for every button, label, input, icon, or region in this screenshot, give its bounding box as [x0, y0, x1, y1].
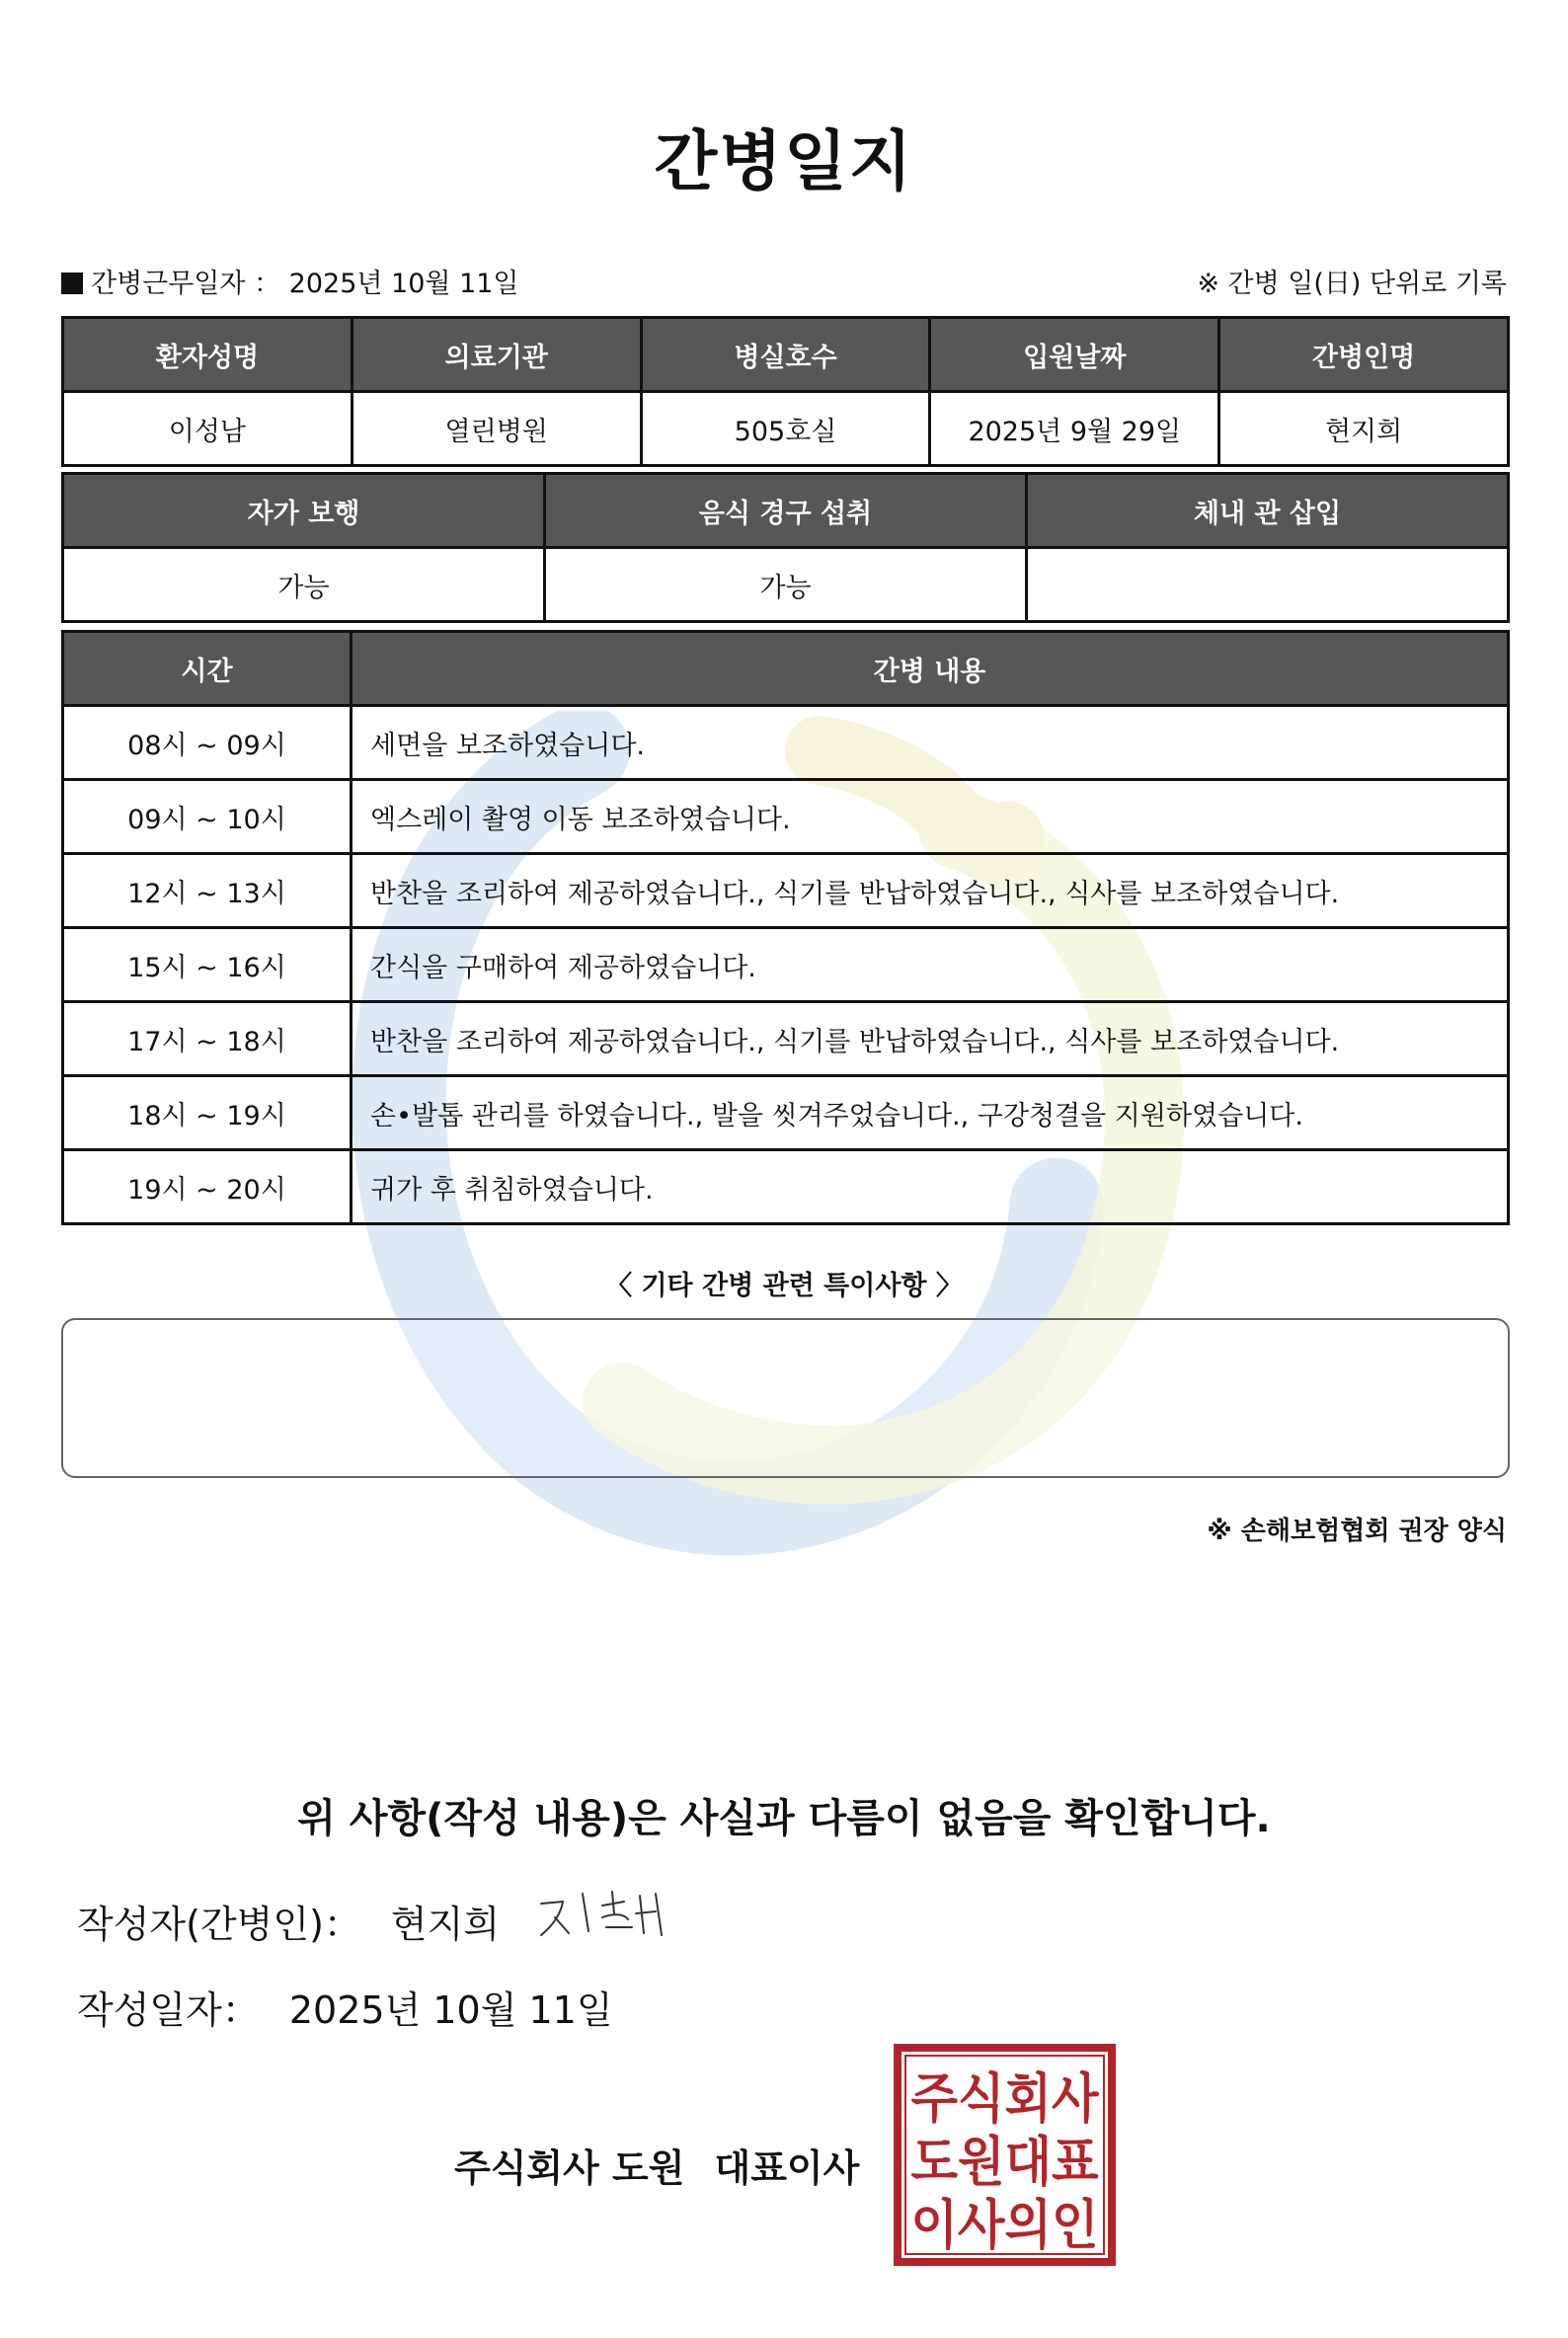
- svg-text:주식회사: 주식회사: [910, 2067, 1100, 2130]
- svg-text:이사의인: 이사의인: [910, 2194, 1099, 2256]
- header-hospital: 의료기관: [352, 318, 641, 392]
- table-row: [63, 928, 1509, 1002]
- admission-date: 2025년 9월 29일: [930, 392, 1219, 466]
- caregiver-name: 현지희: [1219, 392, 1509, 466]
- patient-name: 이성남: [63, 392, 353, 466]
- hospital: 열린병원: [352, 392, 641, 466]
- header-time: 시간: [63, 632, 352, 706]
- handwritten-signature: [533, 1884, 681, 1943]
- header-self-walking: 자가 보행: [63, 474, 545, 548]
- time-cell: 18시 ~ 19시: [63, 1076, 352, 1150]
- patient-info-table: [61, 316, 1510, 467]
- content-cell: 귀가 후 취침하였습니다.: [352, 1150, 1509, 1224]
- patient-status-table: [61, 472, 1510, 623]
- writer-label: 작성자(간병인)：: [77, 1903, 361, 1946]
- time-cell: 15시 ~ 16시: [63, 928, 352, 1002]
- header-patient-name: 환자성명: [63, 318, 353, 392]
- header-caregiver-name: 간병인명: [1219, 318, 1509, 392]
- company-seal-stamp: [894, 2044, 1116, 2266]
- company-name: 주식회사 도원: [454, 2146, 685, 2190]
- recommend-note: ※ 손해보험협회 권장 양식: [1207, 1517, 1507, 1546]
- notes-title: 〈 기타 간병 관련 특이사항 〉: [605, 1271, 963, 1301]
- table-row: [63, 1150, 1509, 1224]
- content-cell: 반찬을 조리하여 제공하였습니다., 식기를 반납하였습니다., 식사를 보조하였습니다.: [352, 854, 1509, 928]
- time-cell: 09시 ~ 10시: [63, 780, 352, 854]
- content-cell: 간식을 구매하여 제공하였습니다.: [352, 928, 1509, 1002]
- unit-note: ※ 간병 일(日) 단위로 기록: [1197, 269, 1507, 299]
- care-date-label: 간병근무일자 ：: [91, 269, 281, 299]
- page-title: 간병일지: [654, 123, 914, 199]
- header-room: 병실호수: [641, 318, 930, 392]
- table-row: [63, 1002, 1509, 1076]
- time-cell: 08시 ~ 09시: [63, 706, 352, 780]
- table-row: [63, 854, 1509, 928]
- writer-line: [77, 1894, 500, 1948]
- header-care-content: 간병 내용: [352, 632, 1509, 706]
- content-cell: 엑스레이 촬영 이동 보조하였습니다.: [352, 780, 1509, 854]
- time-cell: 12시 ~ 13시: [63, 854, 352, 928]
- time-cell: 19시 ~ 20시: [63, 1150, 352, 1224]
- written-date-value: 2025년 10월 11일: [288, 1988, 613, 2032]
- square-bullet-icon: [61, 273, 83, 294]
- header-tube-insertion: 체내 관 삽입: [1027, 474, 1509, 548]
- writer-name: 현지희: [390, 1903, 501, 1946]
- care-date: [61, 262, 519, 300]
- table-row: [63, 1076, 1509, 1150]
- company-role: 대표이사: [714, 2146, 860, 2190]
- content-cell: 반찬을 조리하여 제공하였습니다., 식기를 반납하였습니다., 식사를 보조하였습니다.: [352, 1002, 1509, 1076]
- confirmation-statement: 위 사항(작성 내용)은 사실과 다름이 없음을 확인합니다.: [297, 1796, 1271, 1841]
- tube-insertion-value: [1027, 548, 1509, 622]
- self-walking-value: 가능: [63, 548, 545, 622]
- content-cell: 세면을 보조하였습니다.: [352, 706, 1509, 780]
- company-signature-line: [454, 2138, 859, 2192]
- notes-box: [61, 1318, 1510, 1478]
- header-admission-date: 입원날짜: [930, 318, 1219, 392]
- svg-text:도원대표: 도원대표: [910, 2131, 1099, 2193]
- content-cell: 손•발톱 관리를 하였습니다., 발을 씻겨주었습니다., 구강청결을 지원하였습니다.: [352, 1076, 1509, 1150]
- care-date-value: 2025년 10월 11일: [288, 269, 519, 299]
- time-cell: 17시 ~ 18시: [63, 1002, 352, 1076]
- oral-intake-value: 가능: [545, 548, 1027, 622]
- header-oral-intake: 음식 경구 섭취: [545, 474, 1027, 548]
- table-row: [63, 780, 1509, 854]
- table-row: [63, 706, 1509, 780]
- written-date-line: [77, 1980, 613, 2034]
- room-number: 505호실: [641, 392, 930, 466]
- written-date-label: 작성일자：: [77, 1988, 260, 2032]
- care-log-table: [61, 630, 1510, 1225]
